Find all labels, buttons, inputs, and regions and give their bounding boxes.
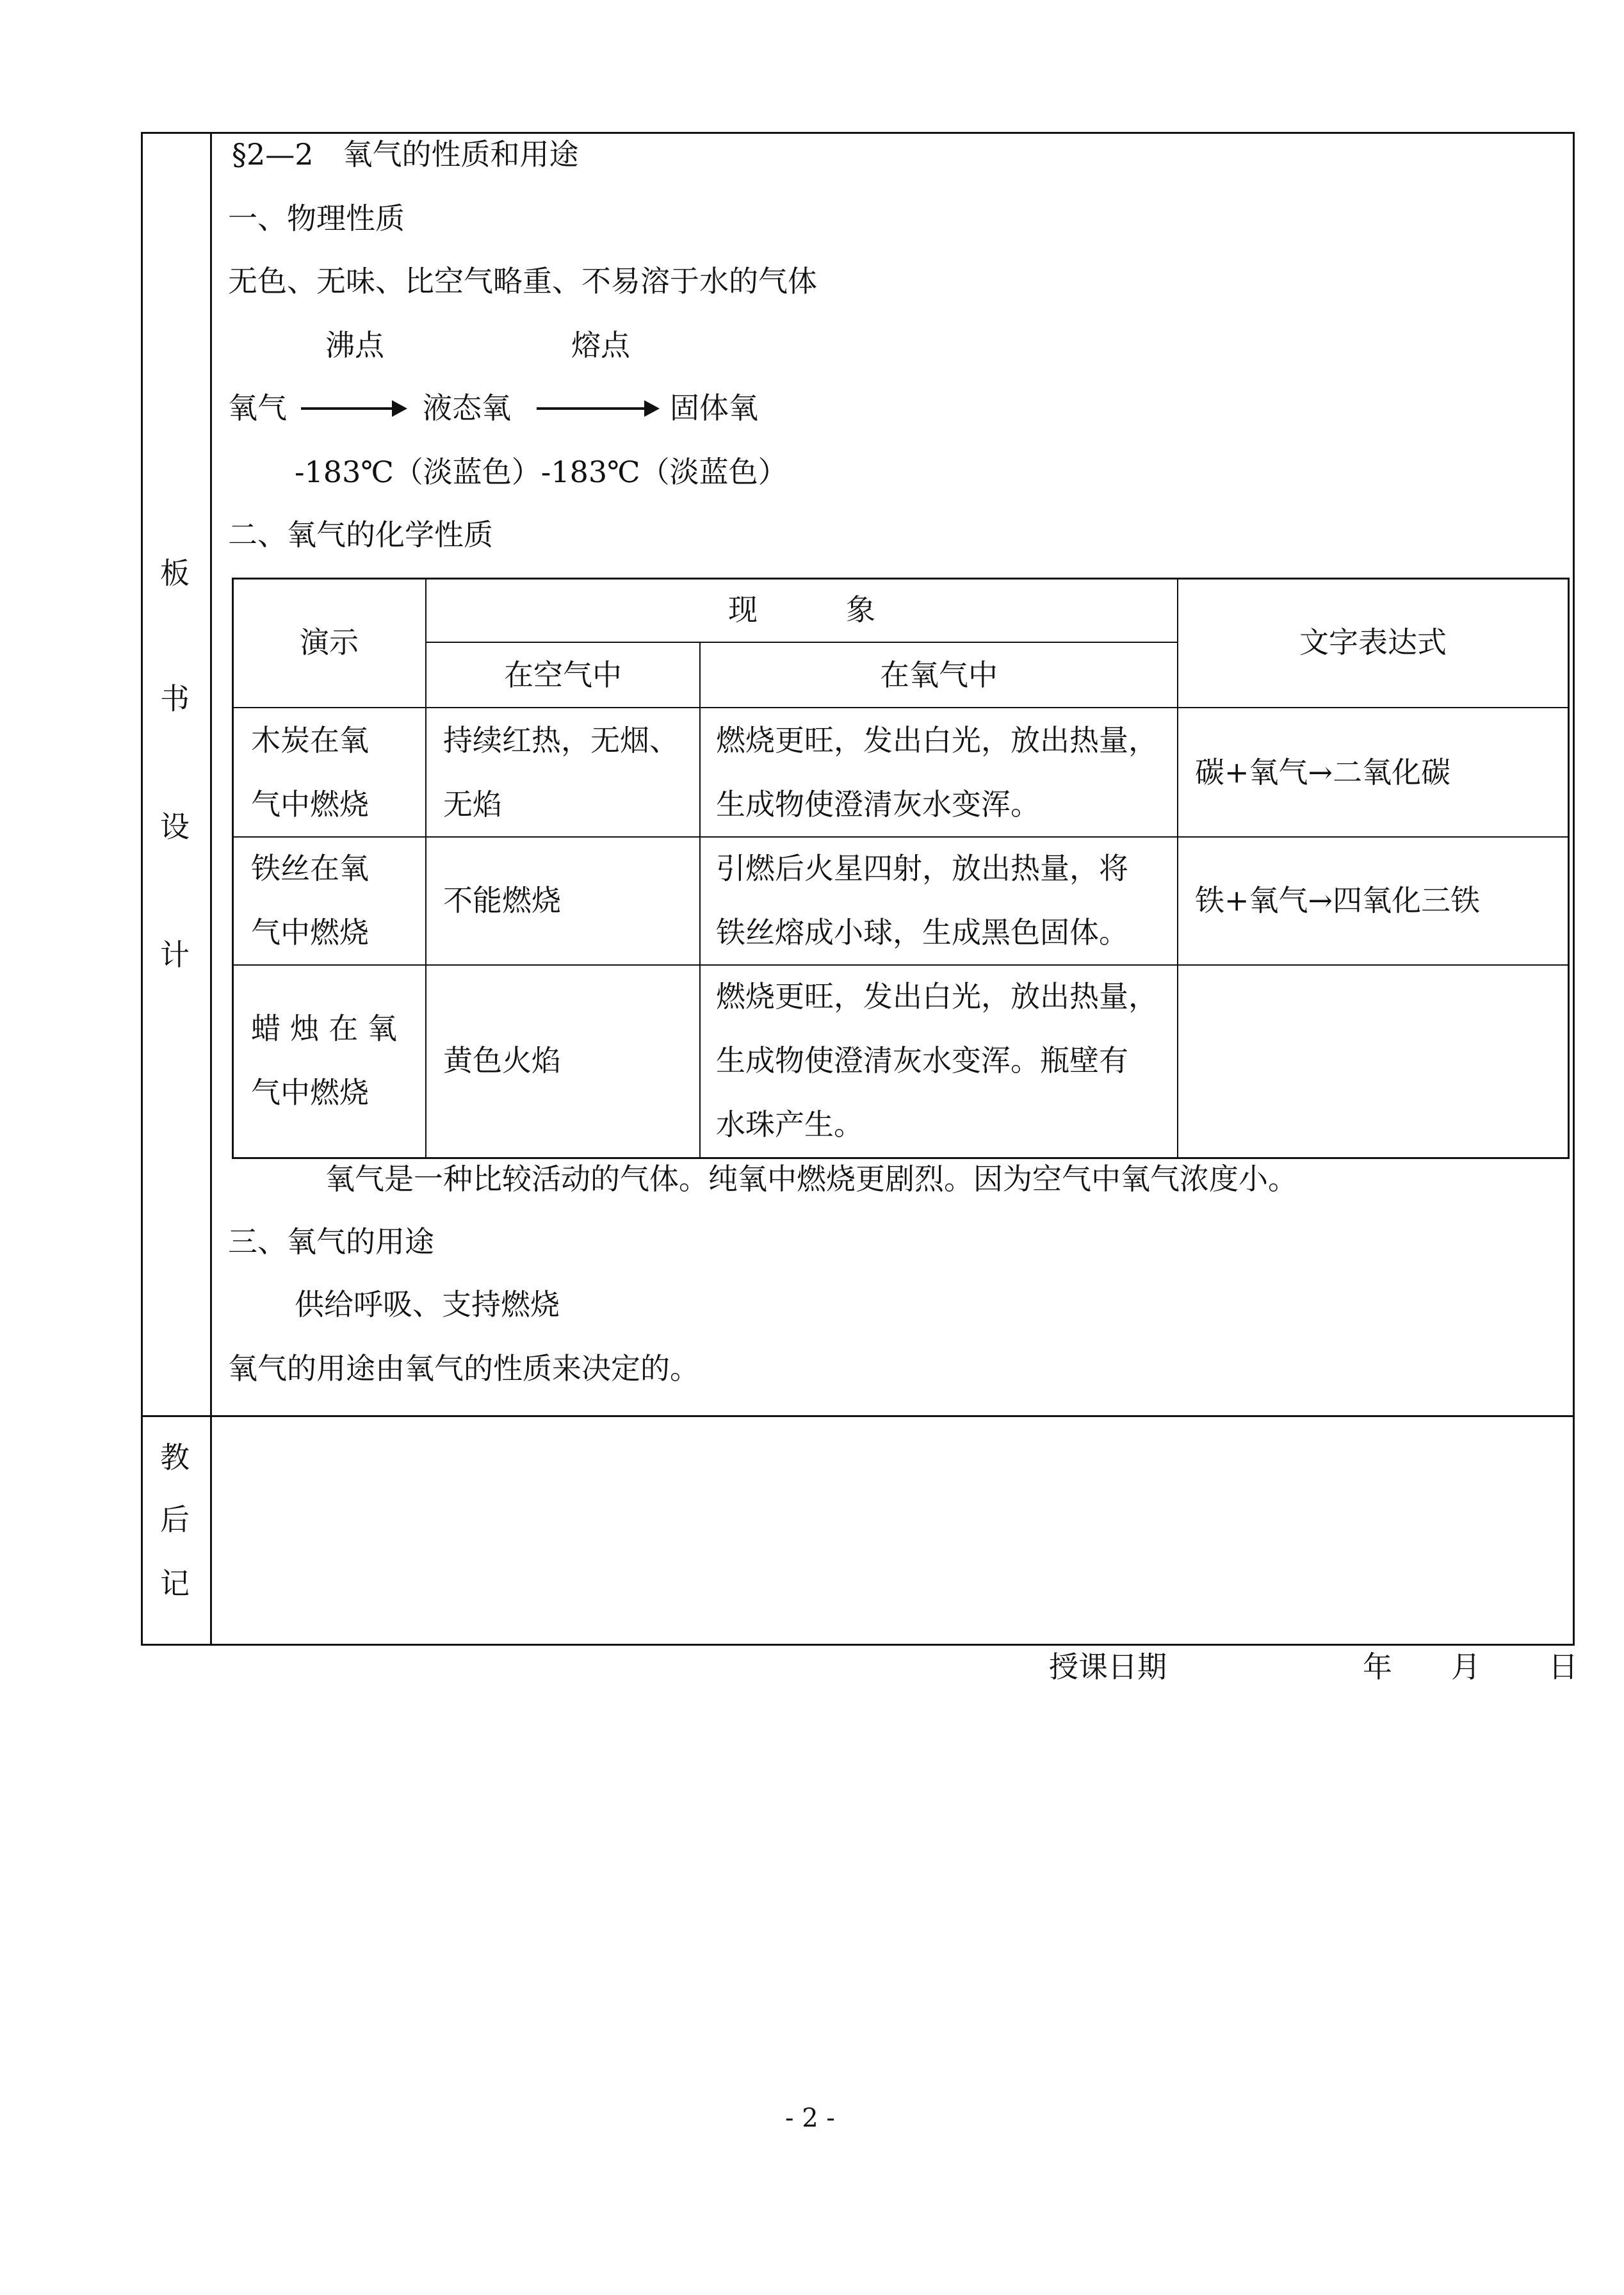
header-demo: 演示: [300, 625, 359, 660]
side-label-char: 书: [160, 681, 190, 716]
side-label-char: 设: [160, 809, 190, 844]
table-row-demo: 铁丝在氧 气中燃烧: [251, 851, 369, 950]
table-row-oxygen: 引燃后火星四射，放出热量，将 铁丝熔成小球，生成黑色固体。: [716, 851, 1128, 950]
melting-point-label: 熔点: [571, 328, 630, 362]
table-row-demo: 蜡 烛 在 氧 气中燃烧: [251, 1011, 397, 1110]
table-row-air: 黄色火焰: [443, 1043, 561, 1078]
uses-text: 供给呼吸、支持燃烧: [295, 1287, 560, 1322]
arrow-icon: [537, 407, 656, 410]
table-row-air: 不能燃烧: [443, 883, 561, 918]
header-phenomenon: 现 象: [728, 592, 875, 627]
table-row-oxygen: 燃烧更旺，发出白光，放出热量， 生成物使澄清灰水变浑。瓶壁有 水珠产生。: [716, 979, 1158, 1142]
date-day: 日: [1548, 1650, 1578, 1684]
state-solid: 固体氧: [670, 391, 758, 425]
side-label-char: 计: [160, 937, 190, 972]
outer-border-left: [141, 132, 143, 1646]
section-title: §2—2 氧气的性质和用途: [232, 137, 579, 172]
table-border: [1568, 578, 1570, 1159]
page-number: - 2 -: [785, 2104, 835, 2133]
conclusion-text: 氧气是一种比较活动的气体。纯氧中燃烧更剧烈。因为空气中氧气浓度小。: [325, 1162, 1297, 1196]
physical-description: 无色、无味、比空气略重、不易溶于水的气体: [228, 264, 817, 298]
heading-physical: 一、物理性质: [228, 201, 405, 236]
header-in-air: 在空气中: [504, 658, 622, 692]
arrow-icon: [301, 407, 403, 410]
date-label: 授课日期: [1049, 1650, 1167, 1684]
section-divider: [141, 1415, 1575, 1417]
table-row-oxygen: 燃烧更旺，发出白光，放出热量， 生成物使澄清灰水变浑。: [716, 723, 1158, 822]
table-row-demo: 木炭在氧 气中燃烧: [251, 723, 369, 822]
uses-note: 氧气的用途由氧气的性质来决定的。: [228, 1351, 699, 1386]
side-label-char: 教: [160, 1440, 190, 1475]
side-label-char: 后: [160, 1502, 190, 1537]
temperature-row: -183℃（淡蓝色）-183℃（淡蓝色）: [295, 455, 788, 489]
outer-border-right: [1573, 132, 1575, 1646]
table-row-expression: 铁+氧气→四氧化三铁: [1195, 883, 1481, 918]
state-liquid: 液态氧: [423, 391, 511, 425]
table-border: [232, 1157, 1569, 1159]
heading-uses: 三、氧气的用途: [228, 1224, 434, 1259]
side-label-char: 记: [160, 1566, 190, 1601]
table-line: [699, 642, 701, 1159]
side-label-char: 板: [160, 556, 190, 590]
outer-border-bottom: [141, 1644, 1575, 1646]
table-row-expression: 碳+氧气→二氧化碳: [1195, 755, 1451, 790]
heading-chemical: 二、氧气的化学性质: [228, 517, 493, 552]
outer-border-top: [141, 132, 1575, 134]
table-row-air: 持续红热，无烟、 无焰: [443, 723, 679, 822]
header-in-oxygen: 在氧气中: [880, 658, 998, 692]
header-expression: 文字表达式: [1299, 625, 1447, 660]
state-gas: 氧气: [228, 391, 287, 425]
date-month: 月: [1451, 1650, 1481, 1684]
column-divider: [210, 132, 212, 1646]
date-year: 年: [1363, 1650, 1392, 1684]
boiling-point-label: 沸点: [325, 328, 384, 362]
